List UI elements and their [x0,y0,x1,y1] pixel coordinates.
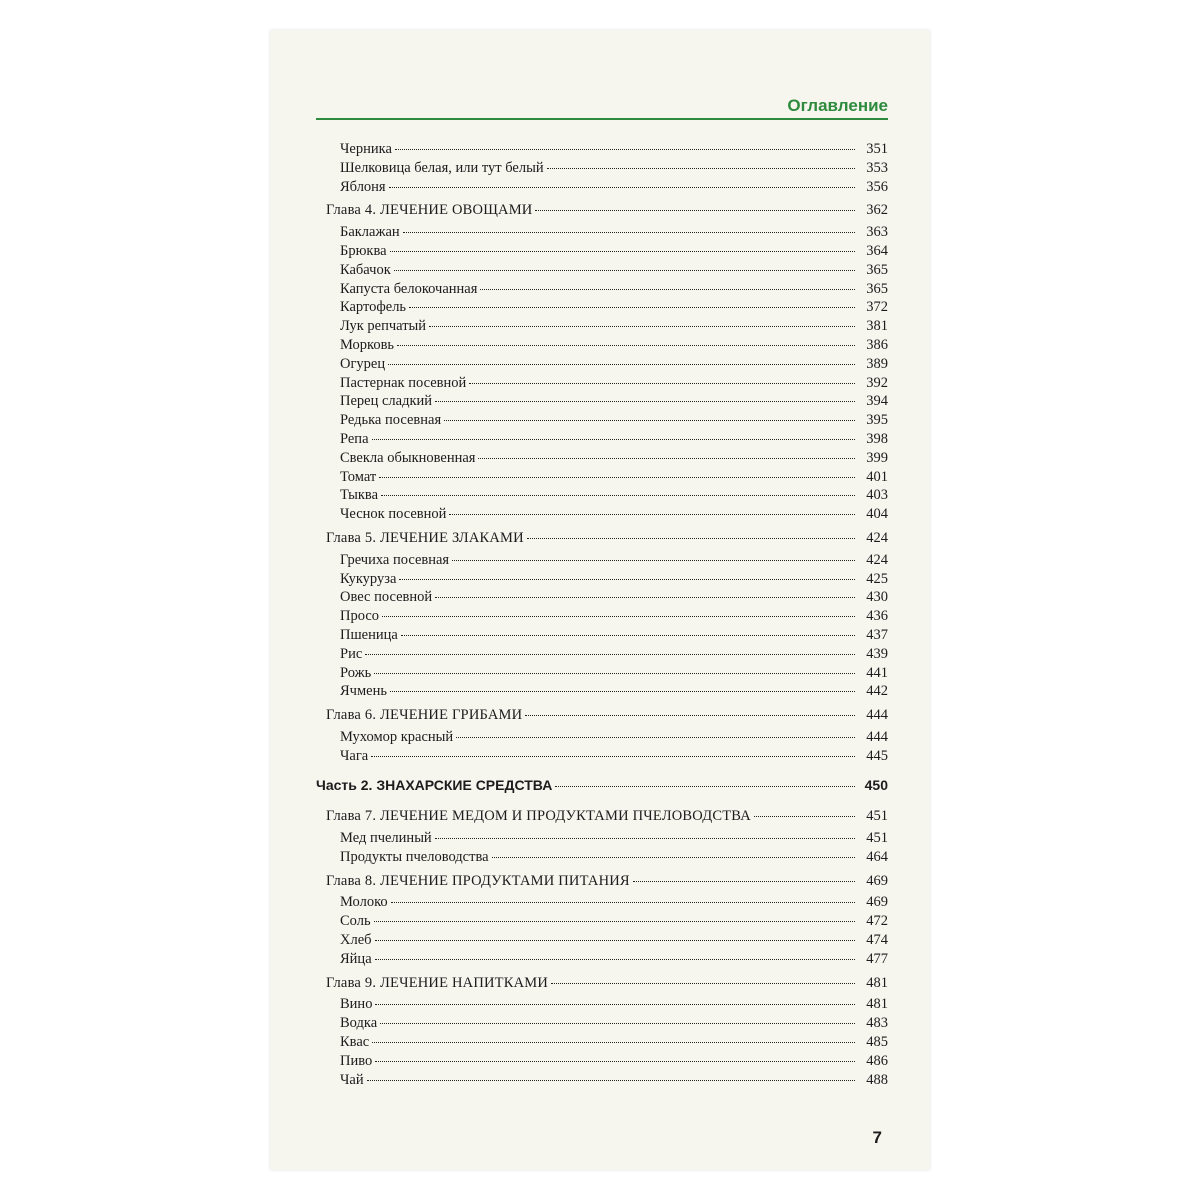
dot-leader [452,560,855,561]
toc-item [316,242,888,261]
dot-leader [374,921,855,922]
toc-entry-label: Пастернак посевной [340,374,467,391]
toc-item [316,570,888,589]
toc-item [316,645,888,664]
dot-leader [403,232,855,233]
toc-item [316,747,888,766]
dot-leader [399,579,855,580]
toc-item [316,588,888,607]
dot-leader [365,654,855,655]
toc-item [316,1014,888,1033]
toc-entry-page: 395 [866,412,888,429]
toc-entry-page: 486 [866,1052,888,1069]
toc-entry-page: 365 [866,261,888,278]
toc-entry-page: 392 [866,374,888,391]
toc-item [316,411,888,430]
toc-entry-label: Соль [340,913,371,930]
toc-chapter [316,872,888,891]
toc-item [316,140,888,159]
toc-item [316,1052,888,1071]
toc-item [316,626,888,645]
toc-entry-page: 404 [866,506,888,523]
toc-entry-label: Рожь [340,664,372,681]
toc-item [316,728,888,747]
toc-entry-page: 474 [866,932,888,949]
page-title: Оглавление [787,96,888,115]
dot-leader [492,857,855,858]
toc-item [316,336,888,355]
dot-leader [379,477,855,478]
toc-entry-label: Глава 4. ЛЕЧЕНИЕ ОВОЩАМИ [326,202,533,219]
toc-entry-label: Чеснок посевной [340,506,447,523]
dot-leader [435,838,855,839]
toc-entry-label: Ячмень [340,683,387,700]
dot-leader [375,1061,855,1062]
toc-entry-page: 437 [866,626,888,643]
dot-leader [367,1080,855,1081]
toc-entry-page: 477 [866,950,888,967]
toc-chapter [316,201,888,220]
header-rule [316,118,888,120]
toc-item [316,392,888,411]
toc-entry-page: 386 [866,336,888,353]
toc-entry-page: 403 [866,487,888,504]
toc-entry-label: Просо [340,608,380,625]
toc-chapter [316,974,888,993]
dot-leader [535,210,855,211]
toc-entry-label: Шелковица белая, или тут белый [340,159,544,176]
toc-entry-label: Глава 9. ЛЕЧЕНИЕ НАПИТКАМИ [326,974,549,991]
toc-entry-label: Брюква [340,242,387,259]
dot-leader [444,420,855,421]
toc-entry-label: Редька посевная [340,412,442,429]
dot-leader [435,401,855,402]
toc-entry-label: Огурец [340,355,386,372]
toc-entry-label: Яблоня [340,178,386,195]
toc-entry-page: 481 [866,974,888,991]
dot-leader [390,691,855,692]
toc-entry-page: 472 [866,913,888,930]
toc-entry-page: 381 [866,318,888,335]
dot-leader [372,439,855,440]
toc-entry-label: Хлеб [340,932,372,949]
toc-entry-label: Мухомор красный [340,728,454,745]
toc-chapter [316,706,888,725]
toc-entry-page: 451 [866,808,888,825]
toc-entry-label: Рис [340,645,363,662]
toc-entry-label: Томат [340,468,377,485]
dot-leader [372,1042,855,1043]
toc-entry-label: Перец сладкий [340,393,433,410]
toc-item [316,317,888,336]
dot-leader [469,383,855,384]
toc-entry-page: 445 [866,747,888,764]
dot-leader [429,326,855,327]
dot-leader [435,597,855,598]
toc-entry-page: 398 [866,430,888,447]
dot-leader [382,616,855,617]
toc-item [316,682,888,701]
toc-entry-label: Часть 2. ЗНАХАРСКИЕ СРЕДСТВА [316,776,553,793]
dot-leader [380,1023,855,1024]
toc-item [316,607,888,626]
toc-entry-page: 399 [866,449,888,466]
toc-entry-page: 481 [866,996,888,1013]
toc-chapter [316,529,888,548]
toc-item [316,298,888,317]
toc-entry-page: 469 [866,894,888,911]
dot-leader [395,149,855,150]
toc-entry-page: 451 [866,830,888,847]
dot-leader [478,458,855,459]
toc-entry-label: Продукты пчеловодства [340,848,489,865]
toc-entry-label: Глава 5. ЛЕЧЕНИЕ ЗЛАКАМИ [326,529,524,546]
toc-entry-label: Свекла обыкновенная [340,449,476,466]
toc-entry-label: Пшеница [340,626,398,643]
toc-item [316,159,888,178]
toc-item [316,374,888,393]
dot-leader [375,959,855,960]
dot-leader [449,514,855,515]
toc-entry-label: Яйца [340,950,372,967]
toc-entry-label: Вино [340,996,373,1013]
toc-entry-page: 353 [866,159,888,176]
toc-entry-page: 365 [866,280,888,297]
toc-item [316,551,888,570]
dot-leader [390,251,855,252]
toc-item [316,468,888,487]
dot-leader [394,270,855,271]
dot-leader [525,715,855,716]
toc-item [316,223,888,242]
toc-item [316,950,888,969]
dot-leader [527,538,855,539]
toc-entry-page: 444 [866,707,888,724]
dot-leader [456,737,855,738]
toc-entry-page: 469 [866,872,888,889]
toc-entry-page: 351 [866,141,888,157]
toc-entry-label: Тыква [340,487,379,504]
dot-leader [401,635,855,636]
toc-entry-label: Квас [340,1034,370,1051]
dot-leader [547,168,855,169]
book-page [270,30,930,1170]
toc-entry-label: Глава 6. ЛЕЧЕНИЕ ГРИБАМИ [326,707,523,724]
toc-item [316,1071,888,1090]
dot-leader [375,1004,855,1005]
toc-entry-label: Кукуруза [340,570,397,587]
toc-item [316,912,888,931]
toc-entry-page: 372 [866,299,888,316]
toc-entry-page: 488 [866,1071,888,1088]
toc-entry-page: 363 [866,224,888,241]
toc-item [316,280,888,299]
toc-entry-page: 356 [866,178,888,195]
toc-entry-label: Мед пчелиный [340,830,432,847]
toc-entry-page: 444 [866,728,888,745]
toc-item [316,486,888,505]
dot-leader [555,786,855,787]
toc-entry-label: Чага [340,747,369,764]
toc-entry-page: 424 [866,551,888,568]
toc-item [316,664,888,683]
toc-item [316,1033,888,1052]
toc-item [316,261,888,280]
dot-leader [375,940,855,941]
dot-leader [371,756,855,757]
toc-entry-page: 425 [866,570,888,587]
page-number: 7 [872,1128,882,1147]
dot-leader [388,364,855,365]
toc-entry-page: 430 [866,589,888,606]
dot-leader [754,816,855,817]
dot-leader [374,673,855,674]
toc-entry-label: Капуста белокочанная [340,280,478,297]
toc-entry-page: 464 [866,848,888,865]
toc-item [316,430,888,449]
toc-item [316,931,888,950]
table-of-contents [316,140,888,1089]
dot-leader [551,983,855,984]
toc-entry-page: 450 [864,776,888,793]
toc-entry-label: Глава 7. ЛЕЧЕНИЕ МЕДОМ И ПРОДУКТАМИ ПЧЕЛОВОДСТВА [326,808,751,825]
toc-entry-page: 401 [866,468,888,485]
toc-entry-page: 389 [866,355,888,372]
toc-item [316,449,888,468]
toc-entry-label: Лук репчатый [340,318,427,335]
toc-entry-page: 436 [866,608,888,625]
toc-entry-page: 424 [866,529,888,546]
toc-entry-page: 442 [866,683,888,700]
dot-leader [633,881,855,882]
toc-item [316,995,888,1014]
toc-entry-label: Водка [340,1015,378,1032]
toc-chapter [316,807,888,826]
toc-item [316,848,888,867]
toc-entry-label: Картофель [340,299,407,316]
toc-item [316,829,888,848]
toc-item [316,893,888,912]
toc-entry-label: Молоко [340,894,388,911]
toc-entry-page: 439 [866,645,888,662]
dot-leader [389,187,855,188]
toc-entry-label: Морковь [340,336,395,353]
toc-item [316,355,888,374]
toc-part [316,776,888,795]
dot-leader [381,495,855,496]
toc-entry-label: Пиво [340,1052,373,1069]
dot-leader [391,902,855,903]
toc-entry-label: Кабачок [340,261,391,278]
toc-item [316,178,888,197]
dot-leader [409,307,855,308]
dot-leader [480,289,855,290]
toc-entry-label: Черника [340,141,392,157]
toc-entry-page: 362 [866,202,888,219]
toc-entry-page: 485 [866,1034,888,1051]
toc-entry-page: 364 [866,242,888,259]
toc-entry-label: Гречиха посевная [340,551,450,568]
toc-entry-label: Репа [340,430,369,447]
toc-entry-label: Баклажан [340,224,400,241]
toc-entry-page: 483 [866,1015,888,1032]
toc-entry-label: Чай [340,1071,364,1088]
toc-entry-page: 441 [866,664,888,681]
toc-entry-page: 394 [866,393,888,410]
toc-entry-label: Глава 8. ЛЕЧЕНИЕ ПРОДУКТАМИ ПИТАНИЯ [326,872,630,889]
dot-leader [397,345,855,346]
toc-entry-label: Овес посевной [340,589,433,606]
toc-item [316,505,888,524]
